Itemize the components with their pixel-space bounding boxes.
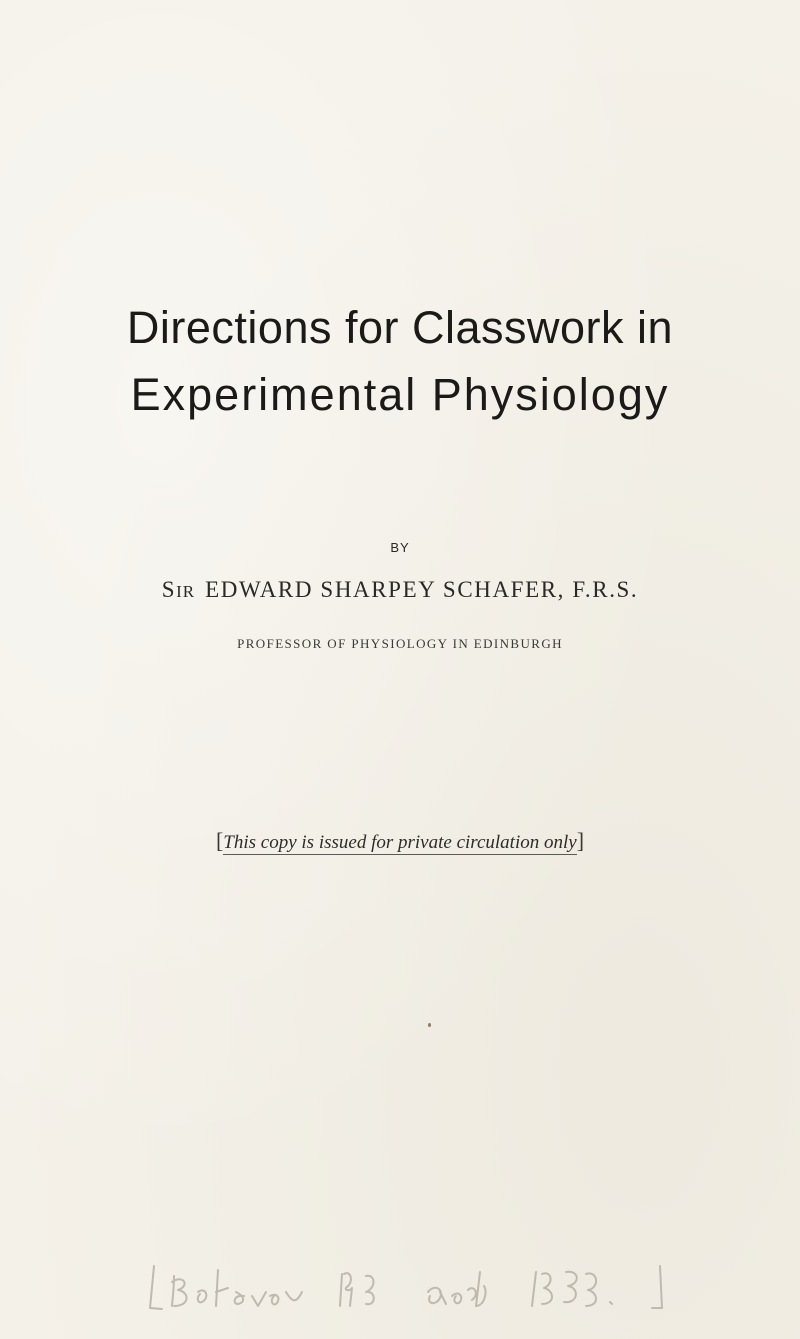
circulation-notice — [0, 828, 800, 854]
faded-pencil-annotation — [140, 1262, 680, 1312]
author-honorific-rest: IR — [176, 582, 196, 601]
author-honorific-initial: S — [161, 577, 177, 602]
notice-open-bracket: [ — [215, 828, 224, 853]
notice-close-bracket: ] — [576, 828, 585, 853]
by-label: BY — [390, 540, 410, 555]
title-line-1: Directions for Classwork in — [126, 302, 674, 353]
notice-text: This copy is issued for private circulation only — [223, 832, 577, 853]
title-line-2: Experimental Physiology — [130, 369, 670, 420]
author-name: EDWARD SHARPEY SCHAFER, F.R.S. — [205, 577, 639, 602]
author-position: PROFESSOR OF PHYSIOLOGY IN EDINBURGH — [237, 636, 563, 651]
paper-speck — [428, 1023, 431, 1027]
author-line — [0, 578, 800, 601]
